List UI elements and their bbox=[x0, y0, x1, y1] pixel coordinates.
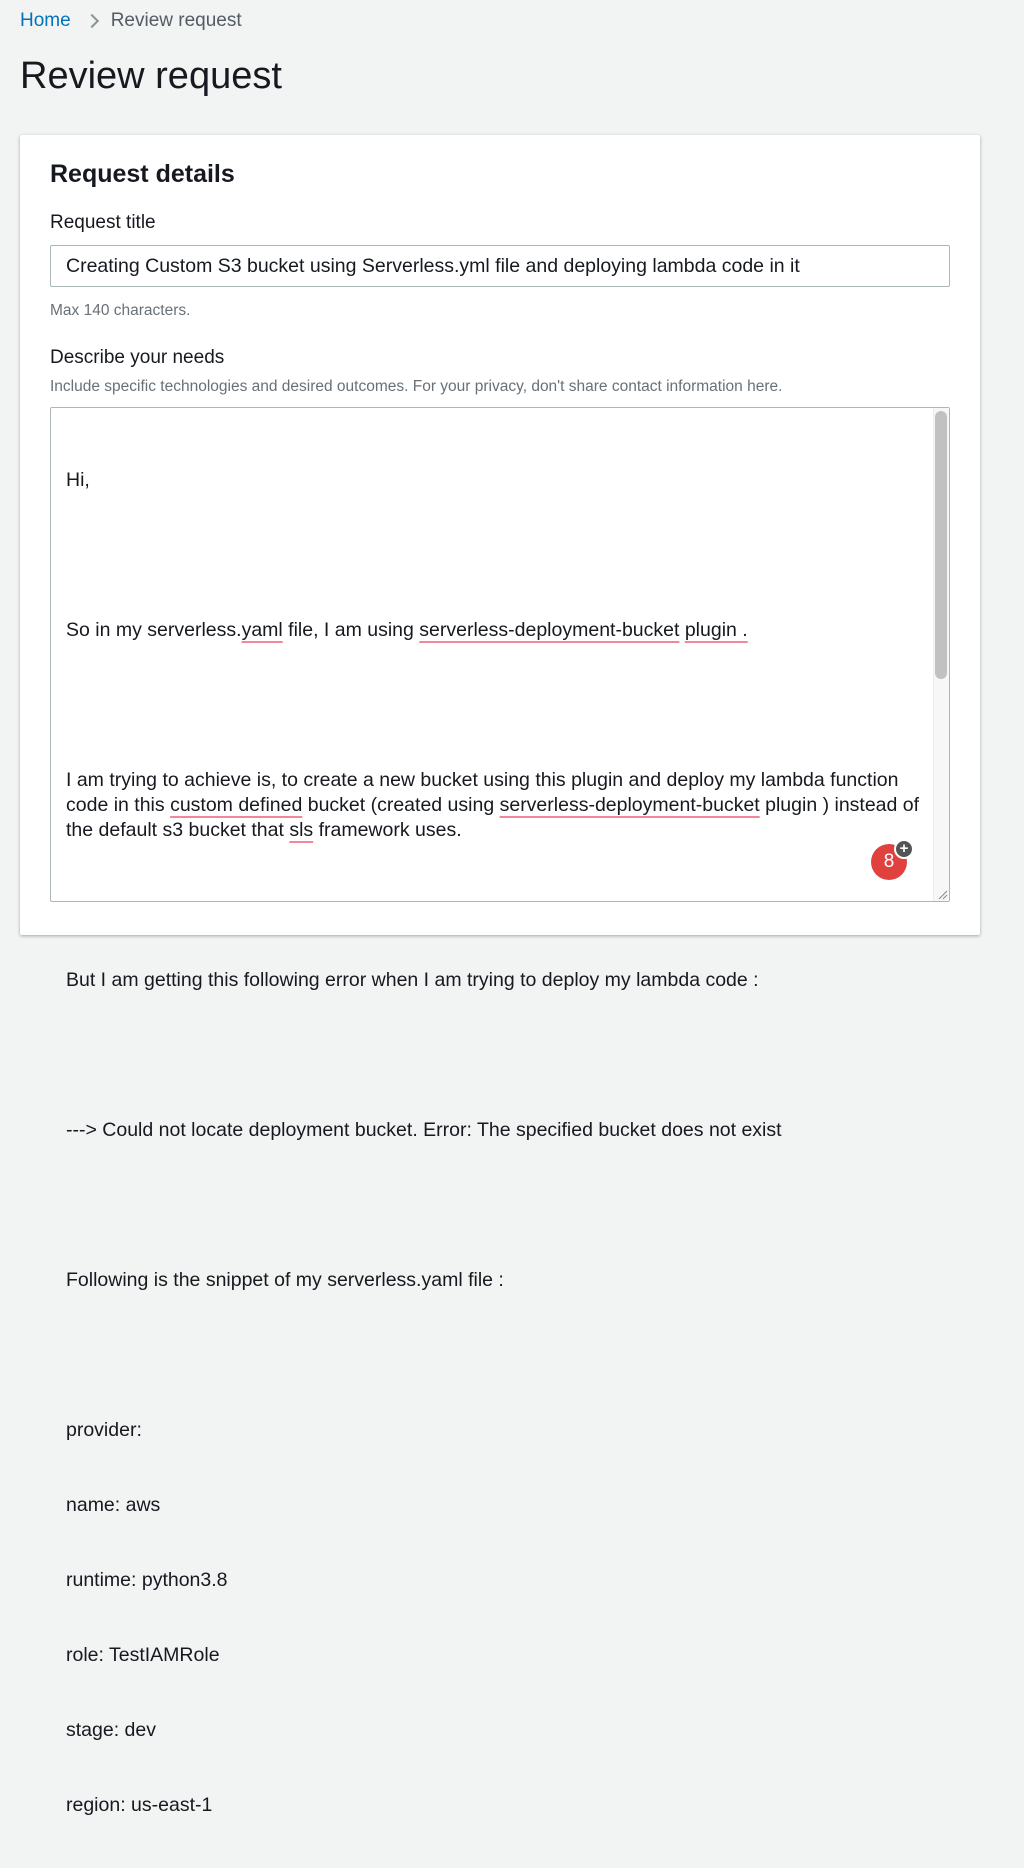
card-title: Request details bbox=[50, 160, 235, 188]
text-line: provider: bbox=[66, 1419, 142, 1441]
plus-icon[interactable]: + bbox=[894, 839, 914, 859]
spelling-error: yaml bbox=[241, 619, 283, 641]
request-title-constraint: Max 140 characters. bbox=[50, 302, 191, 319]
textarea-content bbox=[66, 418, 925, 1868]
scrollbar-thumb[interactable] bbox=[935, 411, 947, 679]
request-details-card bbox=[20, 135, 980, 1816]
text-line: runtime: python3.8 bbox=[66, 1569, 228, 1591]
text-line: stage: dev bbox=[66, 1719, 156, 1741]
text-line: ---> Could not locate deployment bucket. Error: The specified bucket does not exist bbox=[66, 1119, 782, 1141]
resize-handle-icon[interactable] bbox=[936, 888, 948, 900]
breadcrumb bbox=[20, 10, 242, 32]
notification-badge[interactable]: 8 bbox=[871, 844, 907, 880]
request-title-input[interactable] bbox=[50, 245, 950, 287]
text-line: Hi, bbox=[66, 469, 90, 491]
text-line: name: aws bbox=[66, 1494, 161, 1516]
describe-needs-label: Describe your needs bbox=[50, 347, 225, 368]
spelling-error: sls bbox=[289, 819, 314, 841]
text-line: region: us-east-1 bbox=[66, 1794, 213, 1816]
spelling-error: custom defined bbox=[170, 794, 303, 816]
chevron-right-icon bbox=[85, 14, 99, 28]
text-line: So in my serverless.yaml file, I am using serverless-deployment-bucket plugin . bbox=[66, 619, 748, 641]
scrollbar-track[interactable] bbox=[933, 408, 949, 901]
describe-needs-description: Include specific technologies and desired outcomes. For your privacy, don't share contact information here. bbox=[50, 378, 783, 395]
text-line: I am trying to achieve is, to create a new bucket using this plugin and deploy my lambda function code in this custom defined bucket (created using serverless-deployment-bucket plugin ) instead of the default s3 bucket that sls framework uses. bbox=[66, 769, 925, 841]
text-line: role: TestIAMRole bbox=[66, 1644, 220, 1666]
spelling-error: serverless-deployment-bucket bbox=[499, 794, 760, 816]
describe-needs-textarea[interactable] bbox=[50, 407, 950, 1816]
spelling-error: plugin . bbox=[684, 619, 748, 641]
breadcrumb-home-link[interactable]: Home bbox=[20, 10, 71, 31]
breadcrumb-current: Review request bbox=[110, 10, 242, 31]
text-line: Following is the snippet of my serverless.yaml file : bbox=[66, 1269, 504, 1291]
page-title: Review request bbox=[20, 55, 282, 97]
spelling-error: serverless-deployment-bucket bbox=[419, 619, 680, 641]
text-line: But I am getting this following error when I am trying to deploy my lambda code : bbox=[66, 969, 759, 991]
request-title-label: Request title bbox=[50, 212, 156, 233]
